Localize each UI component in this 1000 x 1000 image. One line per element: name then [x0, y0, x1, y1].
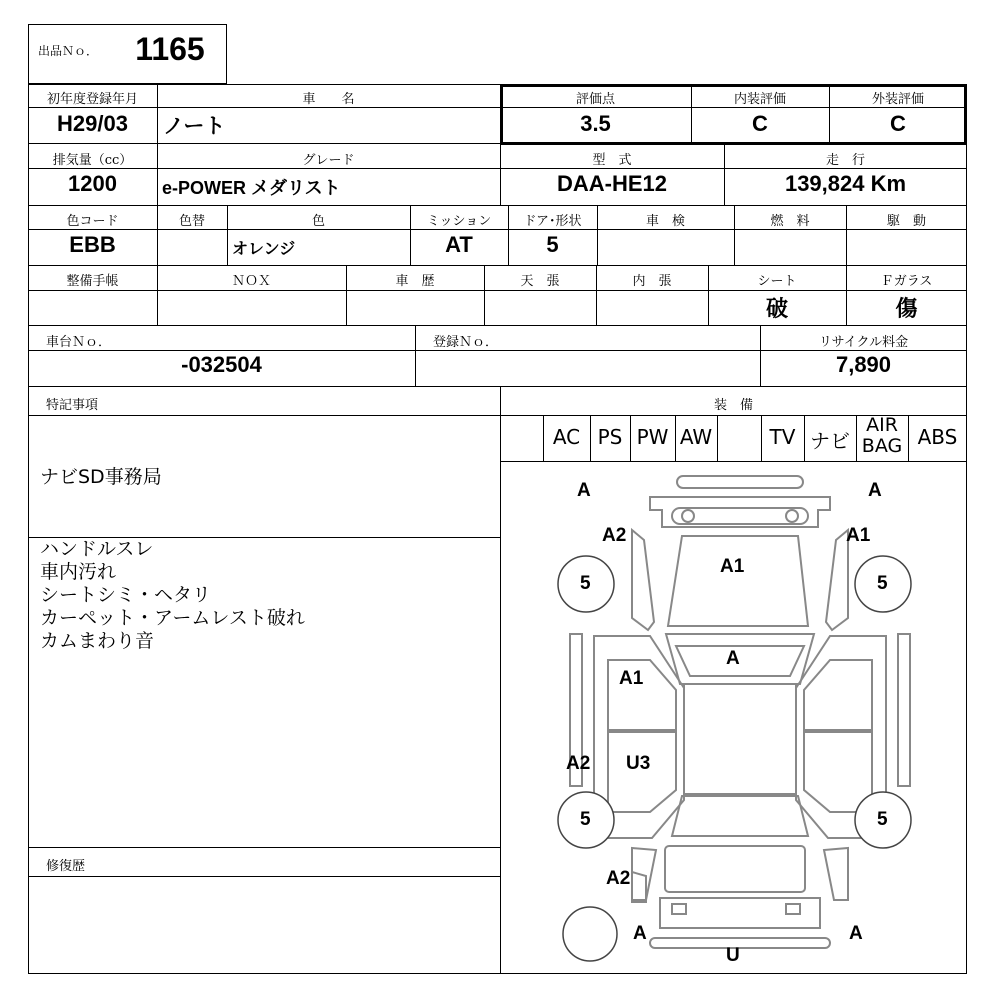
notes-line-5: カーペット・アームレスト破れ	[40, 607, 305, 629]
chassis-label: 車台Ｎｏ．	[46, 335, 112, 350]
mark-door-front-left: A1	[619, 668, 644, 689]
car-damage-diagram	[500, 462, 966, 974]
color-code-value: EBB	[69, 232, 116, 257]
seat-label: シート	[757, 274, 797, 289]
notes-line-6: カムまわり音	[40, 630, 155, 652]
mark-door-rear-left-a: A2	[566, 753, 591, 774]
history-label: 車 歴	[395, 274, 435, 289]
recycle-label: リサイクル料金	[818, 335, 909, 350]
glass-label: Ｆガラス	[880, 274, 933, 289]
car-name-label: 車 名	[302, 92, 355, 107]
recycle-value: 7,890	[835, 352, 892, 377]
roof-label: 天 張	[520, 274, 560, 289]
equipment-label: 装 備	[713, 398, 753, 413]
seat-value: 破	[765, 297, 788, 322]
mission-label: ミッション	[426, 214, 492, 229]
equip-aw: AW	[679, 425, 713, 449]
inner-label: 内 張	[632, 274, 672, 289]
grade-value: e-POWER メダリスト	[162, 178, 341, 198]
mark-hood: A1	[720, 556, 745, 577]
door-value: 5	[546, 232, 559, 257]
lot-number: 1165	[135, 31, 205, 67]
reg-label: 初年度登録年月	[46, 92, 138, 107]
equip-pw: PW	[636, 425, 669, 449]
notes-line-4: シートシミ・ヘタリ	[40, 584, 212, 606]
equip-ac: AC	[552, 425, 581, 449]
mark-windshield: A	[726, 648, 740, 669]
car-name-value: ノート	[163, 114, 226, 138]
mark-rear-left: A	[633, 923, 647, 944]
score-value: 3.5	[580, 111, 611, 136]
equip-airbag: AIR BAG	[861, 414, 903, 457]
mark-rear-bottom: U	[726, 945, 740, 966]
repair-label: 修復歴	[46, 859, 86, 874]
model-value: DAA-HE12	[556, 171, 668, 196]
mark-front-right: A	[868, 480, 882, 501]
lot-label: 出品Ｎｏ．	[38, 44, 99, 58]
regno-label: 登録Ｎｏ．	[433, 335, 499, 350]
equip-navi: ナビ	[810, 429, 850, 453]
grade-label: グレード	[302, 153, 355, 168]
color-label: 色	[311, 214, 325, 229]
chassis-value: -032504	[181, 352, 262, 377]
displacement-label: 排気量（cc）	[52, 153, 133, 168]
fuel-label: 燃 料	[770, 214, 810, 229]
reg-value: H29/03	[57, 111, 128, 136]
nox-label: ＮＯＸ	[231, 274, 271, 289]
inspection-label: 車 検	[645, 214, 685, 229]
equip-ps: PS	[597, 425, 623, 449]
color-value: オレンジ	[232, 239, 296, 258]
mark-tire-fr: 5	[877, 573, 888, 594]
mark-tire-rl: 5	[580, 809, 591, 830]
score-label: 評価点	[575, 92, 615, 107]
interior-label: 内装評価	[733, 92, 786, 107]
model-label: 型 式	[592, 153, 632, 168]
mark-fender-left: A2	[602, 525, 627, 546]
exterior-label: 外装評価	[871, 92, 924, 107]
maint-label: 整備手帳	[66, 274, 119, 289]
exterior-value: C	[890, 111, 906, 136]
interior-value: C	[752, 111, 768, 136]
mileage-value: 139,824 Km	[784, 171, 907, 196]
glass-value: 傷	[895, 297, 918, 322]
notes-line-2: ハンドルスレ	[40, 538, 154, 560]
notes-label: 特記事項	[46, 398, 99, 413]
mark-tire-fl: 5	[580, 573, 591, 594]
notes-line-3: 車内汚れ	[40, 561, 117, 583]
mark-fender-right: A1	[846, 525, 871, 546]
color-code-label: 色コード	[66, 214, 119, 229]
mark-front-left: A	[577, 480, 591, 501]
mark-rear-left-quarter: A2	[606, 868, 631, 889]
door-label: ドア･形状	[523, 214, 582, 229]
mileage-label: 走 行	[825, 153, 865, 168]
notes-line-1: ナビSD事務局	[40, 466, 162, 488]
mission-value: AT	[445, 232, 473, 257]
equip-abs: ABS	[917, 425, 958, 449]
drive-label: 駆 動	[886, 214, 926, 229]
equip-tv: TV	[769, 425, 796, 449]
mark-tire-rr: 5	[877, 809, 888, 830]
mark-rear-right: A	[849, 923, 863, 944]
displacement-value: 1200	[68, 171, 117, 196]
mark-door-rear-left-u: U3	[626, 753, 651, 774]
repaint-label: 色替	[178, 214, 205, 229]
